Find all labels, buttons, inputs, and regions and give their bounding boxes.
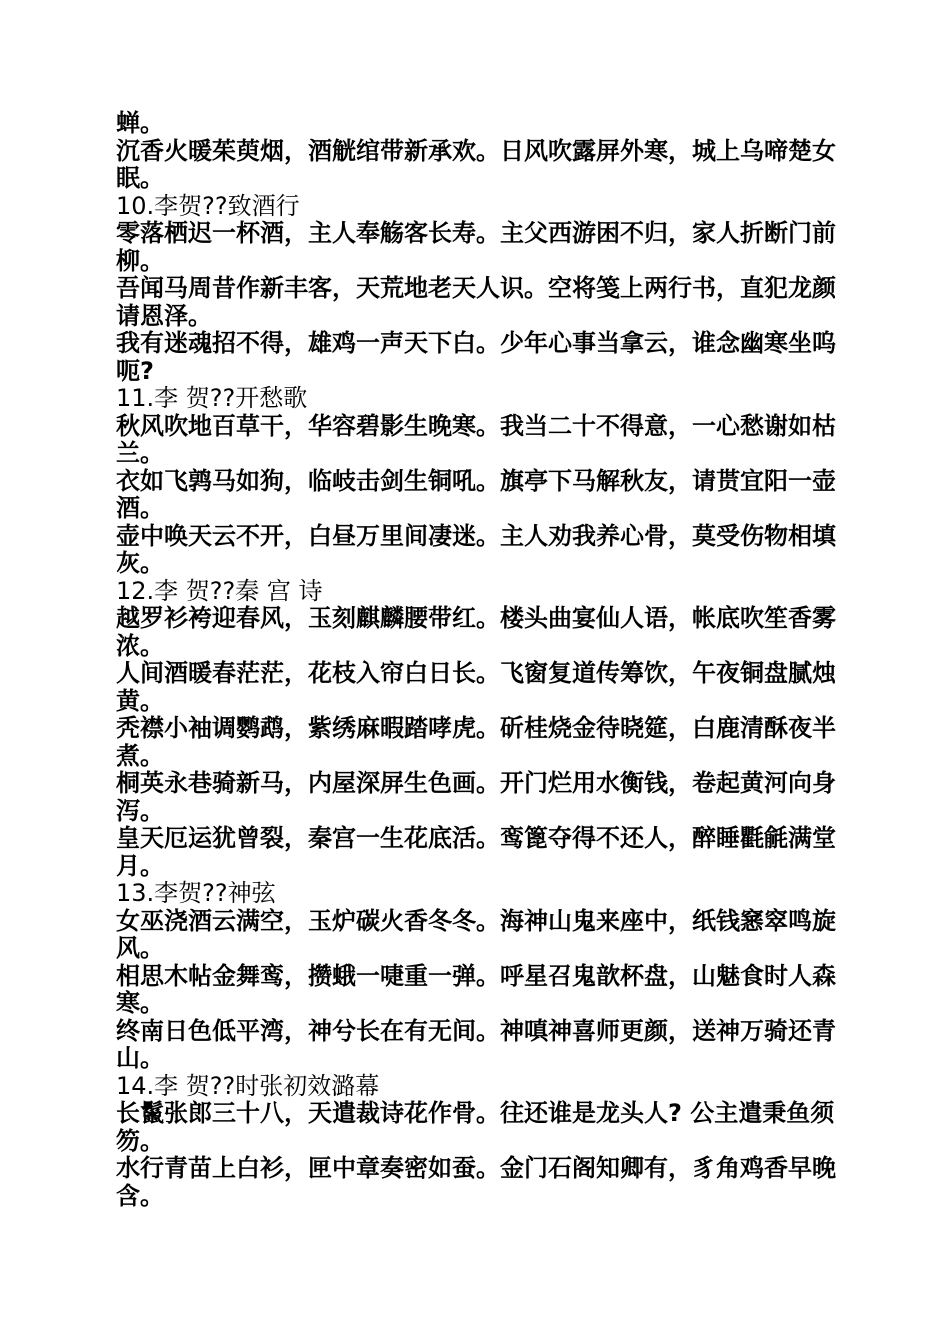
document-page [116,110,841,1210]
verse-line: 秃襟小袖调鹦鹉，紫绣麻暇踏哮虎。斫桂烧金待晓筵，白鹿清酥夜半 [116,715,836,742]
verse-line: 泻。 [116,797,164,825]
verse-line: 月。 [116,852,164,880]
verse-line: 山。 [116,1045,164,1072]
verse-line: 蝉。 [116,110,164,137]
verse-line: 人间酒暖春茫茫，花枝入帘白日长。飞窗复道传筹饮，午夜铜盘腻烛 [116,660,836,687]
verse-line: 桐英永巷骑新马，内屋深屏生色画。开门烂用水衡钱，卷起黄河向身 [116,770,836,797]
verse-line: 笏。 [116,1127,164,1155]
poem-title: 13.李贺??神弦 [116,880,276,907]
verse-line: 含。 [116,1182,164,1210]
verse-line: 女巫浇酒云满空，玉炉碳火香冬冬。海神山鬼来座中，纸钱窸窣鸣旋 [116,907,836,935]
verse-line: 我有迷魂招不得，雄鸡一声天下白。少年心事当拿云，谁念幽寒坐呜 [116,330,836,357]
verse-line: 黄。 [116,687,164,715]
verse-line: 沉香火暖茱萸烟，酒觥绾带新承欢。日风吹露屏外寒，城上乌啼楚女 [116,137,836,165]
poem-title: 11.李 贺??开愁歌 [116,385,308,412]
verse-line: 相思木帖金舞鸾，攒蛾一啑重一弹。呼星召鬼歆杯盘，山魅食时人森 [116,962,836,990]
verse-line: 吾闻马周昔作新丰客，天荒地老天人识。空将笺上两行书，直犯龙颜 [116,275,836,302]
verse-line: 秋风吹地百草干，华容碧影生晚寒。我当二十不得意，一心愁谢如枯 [116,412,836,440]
verse-line: 浓。 [116,632,164,660]
verse-line: 请恩泽。 [116,302,212,330]
verse-line: 长鬣张郎三十八，天遣裁诗花作骨。往还谁是龙头人? 公主遣秉鱼须 [116,1100,835,1127]
verse-line: 衣如飞鹑马如狗，临岐击剑生铜吼。旗亭下马解秋友，请贳宜阳一壶 [116,467,836,495]
verse-line: 柳。 [116,247,164,275]
verse-line: 寒。 [116,990,164,1017]
verse-line: 呃? [116,357,154,385]
verse-line: 终南日色低平湾，神兮长在有无间。神嗔神喜师更颜，送神万骑还青 [116,1017,836,1045]
verse-line: 酒。 [116,495,164,522]
verse-line: 皇天厄运犹曾裂，秦宫一生花底活。鸾篦夺得不还人，醉睡氍毹满堂 [116,825,836,852]
verse-line: 零落栖迟一杯酒，主人奉觞客长寿。主父西游困不归，家人折断门前 [116,220,836,247]
verse-line: 风。 [116,935,164,962]
verse-line: 煮。 [116,742,164,770]
poem-title: 12.李 贺??秦 宫 诗 [116,577,323,605]
poem-title: 10.李贺??致酒行 [116,192,300,220]
poem-title: 14.李 贺??时张初效潞幕 [116,1072,380,1100]
verse-line: 越罗衫袴迎春风，玉刻麒麟腰带红。楼头曲宴仙人语，帐底吹笙香雾 [116,605,836,632]
verse-line: 眠。 [116,165,164,192]
verse-line: 灰。 [116,550,164,577]
verse-line: 兰。 [116,440,164,467]
verse-line: 水行青苗上白衫，匣中章奏密如蚕。金门石阁知卿有，豸角鸡香早晚 [116,1155,836,1182]
verse-line: 壶中唤天云不开，白昼万里间凄迷。主人劝我养心骨，莫受伤物相填 [116,522,836,550]
